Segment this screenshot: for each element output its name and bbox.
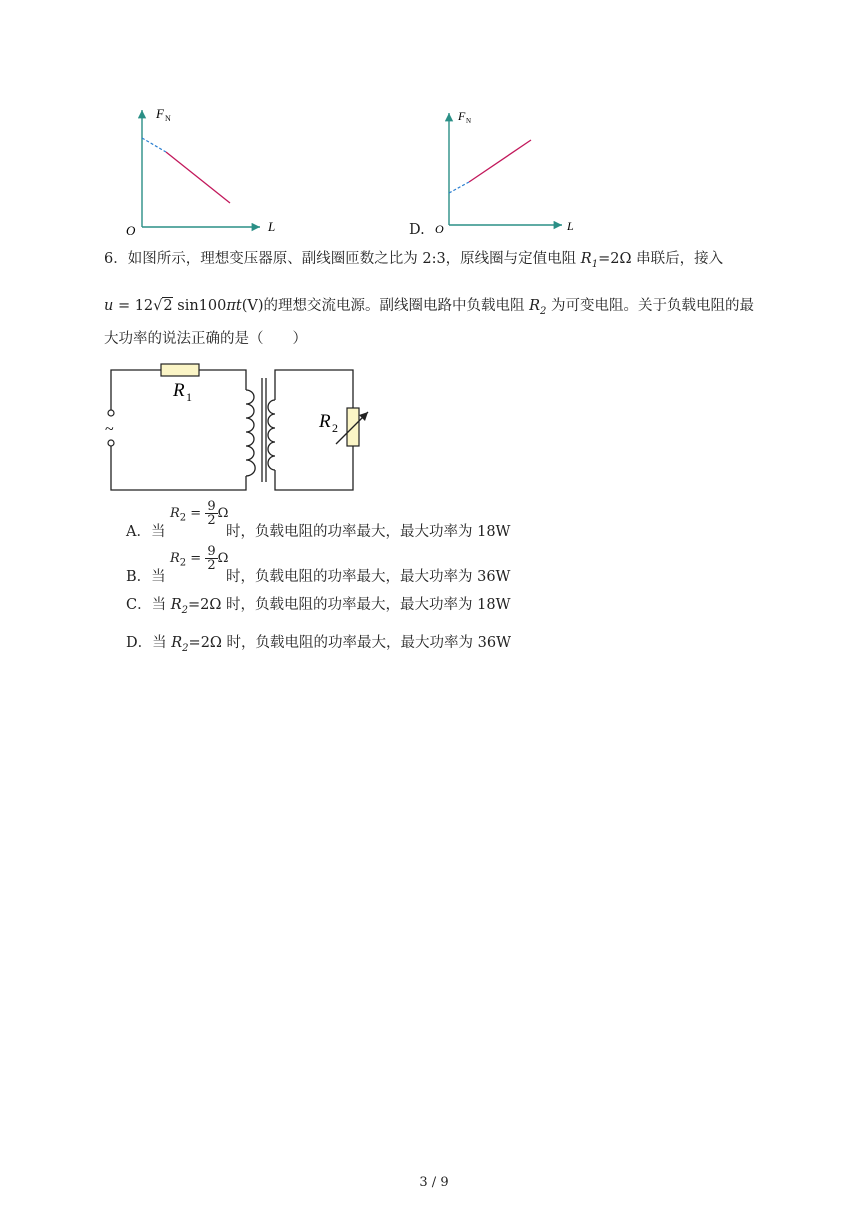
option-unit: Ω (217, 551, 229, 566)
y-axis-sub: N (165, 114, 171, 123)
graph-d (425, 105, 595, 240)
option-when: 当 (151, 597, 171, 613)
sqrt-argument: 2 (163, 298, 173, 314)
fraction-denominator: 2 (207, 558, 216, 573)
r2-symbol: R (529, 298, 541, 314)
option-letter: D． (126, 635, 153, 651)
ac-terminal-top (108, 410, 114, 416)
option-letter: B． (126, 569, 152, 585)
option-b-formula (170, 545, 228, 574)
option-b (126, 567, 166, 587)
option-r-sub: 2 (182, 642, 189, 654)
formula-sin: sin100 (172, 298, 227, 314)
option-unit: Ω (217, 506, 229, 521)
formula-u: u (104, 298, 114, 314)
solid-segment (166, 152, 230, 203)
option-a (126, 522, 165, 542)
fraction-numerator: 9 (207, 499, 216, 514)
ac-symbol: ~ (105, 421, 114, 438)
fraction-numerator: 9 (207, 544, 216, 559)
option-r-sub: 2 (181, 604, 189, 616)
r2-label: R (319, 411, 331, 432)
option-r-sub: 2 (179, 557, 187, 569)
option-text: =2Ω 时，负载电阻的功率最大，最大功率为 36W (188, 635, 512, 651)
primary-wire (111, 446, 246, 490)
option-r-symbol: R (171, 635, 183, 651)
y-axis-sub: N (466, 117, 472, 125)
question-text: 为可变电阻。关于负载电阻的最 (546, 298, 755, 314)
option-when: 当 (151, 569, 166, 585)
origin-label: O (126, 223, 136, 238)
question-line-3: 大功率的说法正确的是（ ） (104, 331, 307, 347)
dashed-segment (142, 138, 166, 152)
solid-segment (469, 140, 531, 182)
fraction-denominator: 2 (207, 513, 216, 528)
option-a-formula (170, 500, 228, 529)
circuit-diagram (100, 358, 370, 498)
r1-subscript: 1 (591, 258, 599, 270)
r1-label: R (173, 380, 185, 401)
option-eq: = (186, 551, 206, 566)
option-letter: A． (126, 524, 151, 540)
option-r-sub: 2 (179, 512, 187, 524)
r2-subscript: 2 (540, 305, 547, 317)
option-when: 当 (152, 635, 172, 651)
question-text: 如图所示，理想变压器原、副线圈匝数之比为 2:3，原线圈与定值电阻 (127, 251, 581, 267)
y-axis-label: F (156, 106, 164, 121)
secondary-coil (268, 400, 275, 470)
option-r-symbol: R (170, 551, 180, 566)
fraction (205, 545, 217, 572)
option-d-graph-label: D. (409, 222, 425, 238)
formula-unit: (V) (241, 298, 264, 314)
question-text: =2Ω 串联后，接入 (598, 251, 724, 267)
resistor-r1 (161, 364, 199, 376)
primary-wire (111, 370, 161, 410)
r1-label-sub: 1 (186, 390, 192, 404)
option-text: =2Ω 时，负载电阻的功率最大，最大功率为 18W (188, 597, 511, 613)
formula-pi: π (226, 298, 236, 314)
dashed-segment (449, 182, 469, 193)
option-r-symbol: R (170, 506, 180, 521)
x-axis-label: L (268, 219, 276, 234)
ac-terminal-bottom (108, 440, 114, 446)
question-line-2 (104, 296, 754, 322)
sqrt-sign: √ (153, 298, 163, 314)
option-letter: C． (126, 597, 152, 613)
y-axis-label: F (458, 109, 466, 123)
primary-wire (199, 370, 246, 390)
x-axis-label: L (567, 219, 574, 233)
secondary-wire (275, 446, 353, 490)
option-b-text: 时，负载电阻的功率最大，最大功率为 36W (226, 569, 511, 585)
option-c (126, 595, 510, 621)
origin-label: O (435, 222, 444, 236)
question-number: 6． (104, 251, 128, 267)
r1-symbol: R (580, 251, 592, 267)
option-eq: = (186, 506, 206, 521)
question-line-1 (104, 249, 723, 275)
option-a-text: 时，负载电阻的功率最大，最大功率为 18W (226, 524, 511, 540)
secondary-wire (275, 370, 353, 408)
page-number: 3 / 9 (419, 1175, 449, 1190)
r2-label-sub: 2 (332, 421, 338, 435)
formula-t: t (235, 298, 242, 314)
option-when: 当 (150, 524, 166, 540)
fraction (205, 500, 217, 527)
formula-eq: = 12 (113, 298, 154, 314)
option-r-symbol: R (170, 597, 182, 613)
graph-c (120, 100, 290, 240)
primary-coil (246, 390, 255, 476)
question-text: 的理想交流电源。副线圈电路中负载电阻 (263, 298, 530, 314)
option-d (126, 633, 511, 659)
